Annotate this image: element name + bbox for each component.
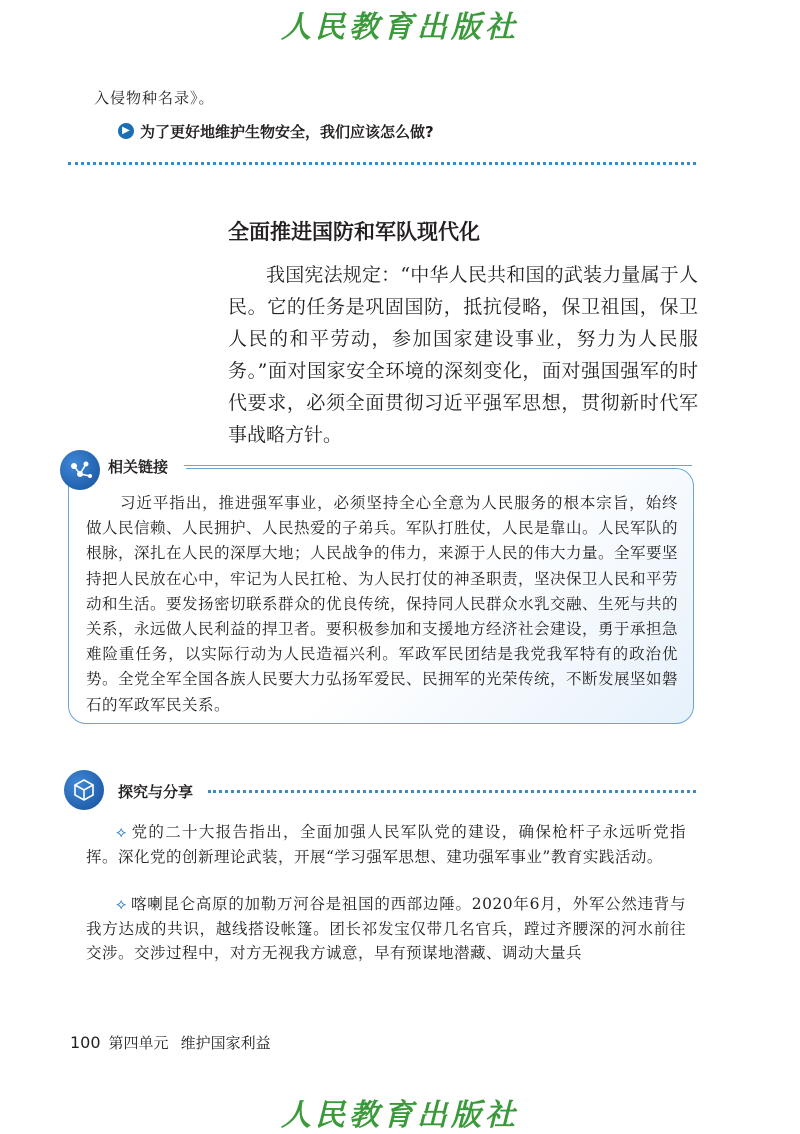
question-text: 为了更好地维护生物安全，我们应该怎么做? [140,122,434,141]
explore-item-text: 喀喇昆仑高原的加勒万河谷是祖国的西部边陲。2020年6月，外军公然违背与我方达成的共识，越线搭设帐篷。团长祁发宝仅带几名官兵，蹚过齐腰深的河水前往交涉。交涉过程中，对方无视我方诚意，早有预谋地潜藏、调动大量兵 [86,895,686,962]
related-link-rule [184,465,692,466]
diamond-icon: ⟡ [116,895,127,913]
related-link-text: 习近平指出，推进强军事业，必须坚持全心全意为人民服务的根本宗旨，始终做人民信赖、人民拥护、人民热爱的子弟兵。军队打胜仗，人民是靠山。人民军队的根脉，深扎在人民的深厚大地；人民战争的伟力，来源于人民的伟大力量。全军要坚持把人民放在心中，牢记为人民扛枪、为人民打仗的神圣职责，坚决保卫人民和平劳动和生活。要发扬密切联系群众的优良传统，保持同人民群众水乳交融、生死与共的关系，永远做人民利益的捍卫者。要积极参加和支援地方经济社会建设，勇于承担急难险重任务，以实际行动为人民造福兴利。军政军民团结是我党我军特有的政治优势。全党全军全国各族人民要大力弘扬军爱民、民拥军的光荣传统，不断发展坚如磐石的军政军民关系。 [86,494,679,714]
section-title: 全面推进国防和军队现代化 [228,220,480,244]
publisher-logo-bottom: 人民教育出版社 [281,1098,519,1133]
explore-item [86,892,686,966]
globe-icon-pattern [66,458,96,484]
continued-text: 入侵物种名录》。 [94,89,215,107]
explore-rule [208,790,696,793]
unit-label: 第四单元 [108,1034,169,1052]
publisher-logo-top: 人民教育出版社 [281,10,519,45]
cube-icon-pattern [70,776,98,804]
question-row [118,120,434,142]
page-number: 100 [70,1033,101,1052]
section-paragraph: 我国宪法规定：“中华人民共和国的武装力量属于人民。它的任务是巩固国防，抵抗侵略，保卫祖国，保卫人民的和平劳动，参加国家建设事业，努力为人民服务。”面对国家安全环境的深刻变化，面对强国强军的时代要求，必须全面贯彻习近平强军思想，贯彻新时代军事战略方针。 [228,264,698,446]
section-divider [68,162,696,165]
page-footer [70,1032,271,1053]
unit-title: 维护国家利益 [180,1034,271,1052]
explore-item [86,820,686,869]
diamond-icon: ⟡ [116,823,127,841]
explore-item-text: 党的二十大报告指出，全面加强人民军队党的建设，确保枪杆子永远听党指挥。深化党的创新理论武装，开展“学习强军思想、建功强军事业”教育实践活动。 [86,823,686,866]
related-link-title: 相关链接 [108,458,169,476]
chevron-right-icon: ▶ [118,123,134,139]
explore-title: 探究与分享 [118,783,194,801]
